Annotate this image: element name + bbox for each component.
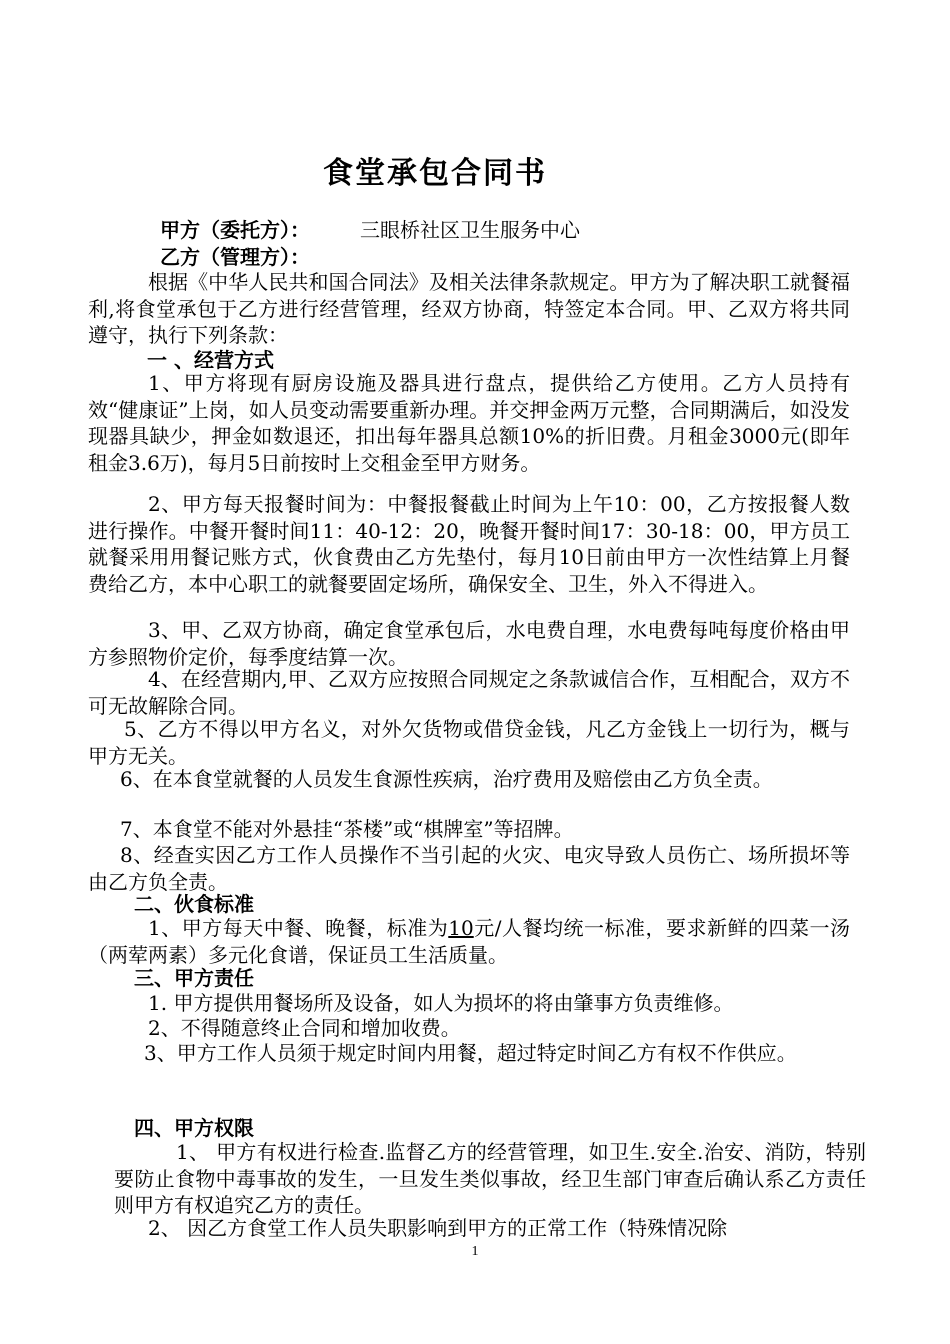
- section-1-clause-4: 4、在经营期内,甲、乙双方应按照合同规定之条款诚信合作，互相配合，双方不可无故解除合同。: [88, 667, 850, 718]
- section-2-clause-1: [88, 915, 850, 968]
- section-1-clause-5: 5、乙方不得以甲方名义，对外欠货物或借贷金钱，凡乙方金钱上一切行为，概与甲方无关。: [88, 717, 850, 768]
- party-a-label: 甲方（委托方）：: [160, 218, 310, 242]
- document-title: 食堂承包合同书: [323, 156, 547, 191]
- section-4-clause-1: 1、 甲方有权进行检查.监督乙方的经营管理，如卫生.安全.治安、消防，特别要防止食物中毒事故的发生，一旦发生类似事故，经卫生部门审查后确认系乙方责任则甲方有权追究乙方的责任。: [114, 1140, 866, 1217]
- section-1-clause-8: 8、经查实因乙方工作人员操作不当引起的火灾、电灾导致人员伤亡、场所损坏等由乙方负全责。: [88, 843, 850, 894]
- party-a-line: [160, 216, 580, 244]
- section-3-clause-1: 1. 甲方提供用餐场所及设备，如人为损坏的将由肇事方负责维修。: [148, 991, 734, 1015]
- meal-standard-amount: 10: [448, 916, 474, 940]
- party-a-value: 三眼桥社区卫生服务中心: [360, 218, 580, 242]
- section-1-clause-2: 2、甲方每天报餐时间为：中餐报餐截止时间为上午10：00，乙方按报餐人数进行操作。中餐开餐时间11：40-12：20，晚餐开餐时间17：30-18：00，甲方员工就餐采用用餐记账方式，伙食费由乙方先垫付，每月10日前由甲方一次性结算上月餐费给乙方，本中心职工的就餐要固定场所，确保安全、卫生，外入不得进入。: [88, 492, 850, 596]
- section-4-clause-2: 2、 因乙方食堂工作人员失职影响到甲方的正常工作（特殊情况除: [148, 1216, 728, 1240]
- section-3-clause-3: 3、甲方工作人员须于规定时间内用餐，超过特定时间乙方有权不作供应。: [144, 1041, 797, 1065]
- section-3-heading: 三、甲方责任: [134, 966, 254, 990]
- section-1-clause-3: 3、甲、乙双方协商，确定食堂承包后，水电费自理，水电费每吨每度价格由甲方参照物价定价，每季度结算一次。: [88, 618, 850, 669]
- section-2-clause-1-start: 1、甲方每天中餐、晚餐，标准为: [148, 916, 449, 940]
- party-b-label: 乙方（管理方）：: [160, 245, 310, 269]
- section-3-clause-2: 2、不得随意终止合同和增加收费。: [148, 1016, 461, 1040]
- section-1-clause-6: 6、在本食堂就餐的人员发生食源性疾病，治疗费用及赔偿由乙方负全责。: [120, 767, 773, 791]
- section-1-clause-7: 7、本食堂不能对外悬挂“茶楼”或“棋牌室”等招牌。: [120, 817, 574, 841]
- section-1-heading: 一 、经营方式: [147, 348, 274, 372]
- section-1-clause-1: 1、甲方将现有厨房设施及器具进行盘点，提供给乙方使用。乙方人员持有效“健康证”上岗，如人员变动需要重新办理。并交押金两万元整，合同期满后，如没发现器具缺少，押金如数退还，扣出每年器具总额10%的折旧费。月租金3000元(即年租金3.6万)，每月5日前按时上交租金至甲方财务。: [88, 371, 850, 475]
- intro-paragraph: 根据《中华人民共和国合同法》及相关法律条款规定。甲方为了解决职工就餐福利,将食堂承包于乙方进行经营管理，经双方协商，特签定本合同。甲、乙双方将共同遵守，执行下列条款：: [88, 270, 850, 347]
- section-2-heading: 二、伙食标准: [134, 892, 254, 916]
- party-b-line: [160, 243, 310, 271]
- section-4-heading: 四、甲方权限: [134, 1116, 254, 1140]
- section-2-clause-1-end: 元/人餐均统一标准，要求新鲜的四菜一汤（两荤两素）多元化食谱，保证员工生活质量。: [88, 916, 850, 967]
- page-number: 1: [471, 1244, 479, 1259]
